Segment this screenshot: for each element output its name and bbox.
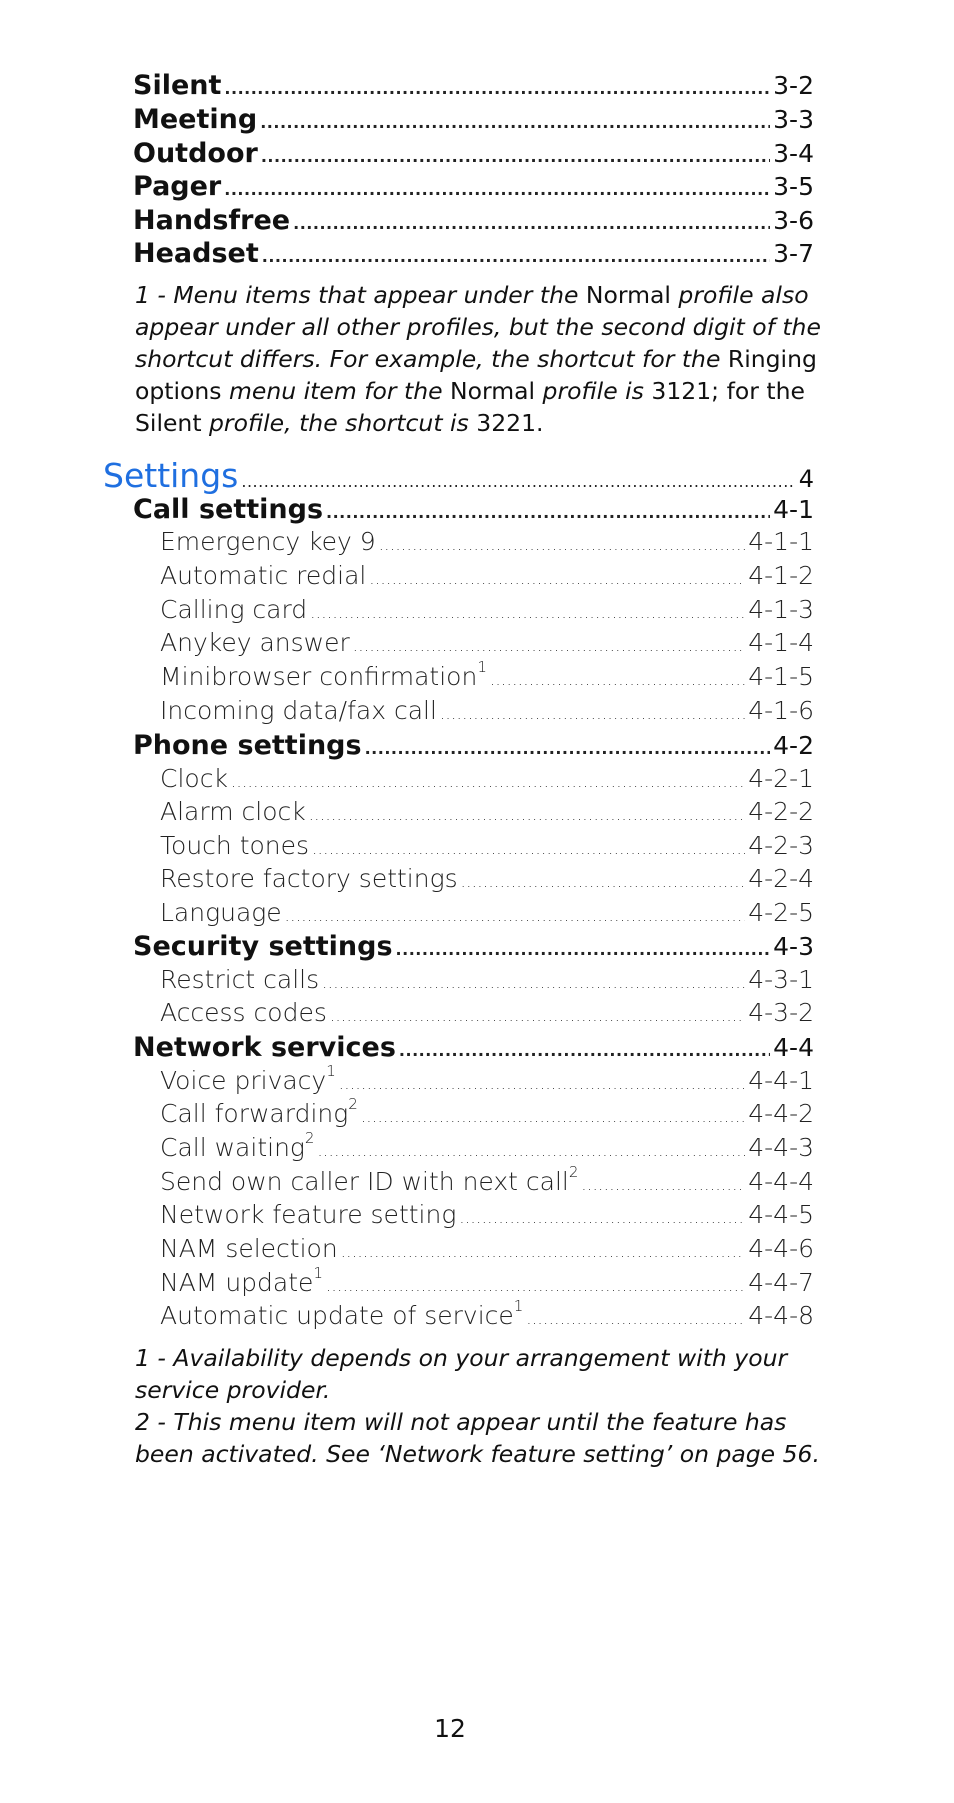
dot-leader xyxy=(396,931,771,962)
toc-label xyxy=(160,595,307,624)
toc-label: Headset xyxy=(133,238,259,269)
dot-leader xyxy=(326,1268,745,1297)
toc-page: 4-3-1 xyxy=(748,965,814,994)
dot-leader xyxy=(262,238,770,269)
toc-page: 4-2-5 xyxy=(748,898,814,927)
toc-page: 3-3 xyxy=(773,105,814,134)
dot-leader xyxy=(326,494,770,525)
toc-page: 4-4-4 xyxy=(748,1167,814,1196)
toc-page: 4-4-5 xyxy=(748,1200,814,1229)
toc-label-text: Automatic redial xyxy=(160,561,367,590)
toc-subentry[interactable] xyxy=(160,658,814,691)
dot-leader xyxy=(231,764,745,793)
footnote-term: Normal xyxy=(585,281,671,309)
toc-page: 4-2-1 xyxy=(748,764,814,793)
toc-label-text: Minibrowser confirmation xyxy=(160,662,478,691)
dot-leader xyxy=(312,831,745,860)
toc-label-text: NAM update xyxy=(160,1268,314,1297)
toc-entry-outdoor[interactable] xyxy=(133,138,814,169)
toc-page: 4-4-3 xyxy=(748,1133,814,1162)
dot-leader xyxy=(260,104,770,135)
dot-leader xyxy=(322,965,745,994)
toc-section-settings[interactable] xyxy=(103,456,814,495)
toc-subentry[interactable] xyxy=(160,998,814,1027)
profile-footnote xyxy=(135,279,835,439)
toc-page: 4-4 xyxy=(773,1033,814,1062)
toc-subentry[interactable] xyxy=(160,527,814,556)
toc-page: 4-2-3 xyxy=(748,831,814,860)
toc-page: 4-1-2 xyxy=(748,561,814,590)
toc-label: Pager xyxy=(133,171,222,202)
toc-label: Handsfree xyxy=(133,205,291,236)
toc-label: Phone settings xyxy=(133,730,362,761)
toc-label: Silent xyxy=(133,70,222,101)
toc-subentry[interactable] xyxy=(160,595,814,624)
footnote-ref: 1 xyxy=(326,1062,336,1080)
toc-label: Security settings xyxy=(133,931,393,962)
footnote-ref: 2 xyxy=(304,1129,315,1147)
dot-leader xyxy=(399,1032,770,1063)
dot-leader xyxy=(285,898,746,927)
toc-entry-security-settings[interactable] xyxy=(133,931,814,962)
toc-entry-pager[interactable] xyxy=(133,171,814,202)
toc-page: 3-7 xyxy=(773,239,814,268)
toc-label xyxy=(160,1264,323,1297)
toc-label xyxy=(160,1234,338,1263)
toc-page: 4-1-3 xyxy=(748,595,814,624)
toc-label: Restrict calls xyxy=(160,965,320,994)
toc-page: 4-1-1 xyxy=(748,527,814,556)
toc-page: 4-4-2 xyxy=(748,1099,814,1128)
toc-page: 4-4-1 xyxy=(748,1066,814,1095)
toc-label-text: Anykey answer xyxy=(160,628,350,657)
page-number: 12 xyxy=(434,1714,466,1743)
toc-page: 4-4-7 xyxy=(748,1268,814,1297)
toc-page: 4-1-6 xyxy=(748,696,814,725)
toc-label-text: Call forwarding xyxy=(160,1099,349,1128)
toc-label: Clock xyxy=(160,764,228,793)
toc-subentry[interactable] xyxy=(160,1062,814,1095)
footnote-term: Normal xyxy=(450,377,536,405)
toc-page: 4-3 xyxy=(773,932,814,961)
toc-label-text: NAM selection xyxy=(160,1234,338,1263)
toc-page: 4 xyxy=(798,465,814,493)
section-title: Settings xyxy=(103,456,239,495)
toc-label xyxy=(160,658,487,691)
dot-leader xyxy=(459,1200,745,1229)
toc-page: 3-5 xyxy=(773,172,814,201)
toc-label: Outdoor xyxy=(133,138,258,169)
dot-leader xyxy=(341,1234,746,1263)
toc-page: 4-4-8 xyxy=(748,1301,814,1330)
toc-entry-meeting[interactable] xyxy=(133,104,814,135)
footnote-marker: 1 - xyxy=(135,1344,174,1372)
toc-label xyxy=(160,527,376,556)
toc-label xyxy=(160,561,366,590)
toc-label: Touch tones xyxy=(160,831,310,860)
toc-label: Restore factory settings xyxy=(160,864,458,893)
toc-page: 4-2-4 xyxy=(748,864,814,893)
footnote-text: profile also appear under all other profiles, but the second digit of the shortcut differs. For example, the shortcut for the xyxy=(135,281,821,373)
toc-entry-network-services[interactable] xyxy=(133,1032,814,1063)
toc-label-text: Network feature setting xyxy=(160,1200,457,1229)
dot-leader xyxy=(461,864,746,893)
toc-label: Alarm clock xyxy=(160,797,306,826)
toc-subentry[interactable] xyxy=(160,1264,814,1297)
toc-page: 4-1-5 xyxy=(748,662,814,691)
toc-page: 4-3-2 xyxy=(748,998,814,1027)
toc-label-text: Incoming data/fax call xyxy=(160,696,437,725)
footnote-marker: 2 - xyxy=(135,1408,174,1436)
toc-subentry[interactable] xyxy=(160,764,814,793)
toc-label xyxy=(160,1200,456,1229)
toc-entry-phone-settings[interactable] xyxy=(133,730,814,761)
toc-label-text: Calling card xyxy=(160,595,308,624)
toc-subentry[interactable] xyxy=(160,1129,814,1162)
toc-page: 4-1 xyxy=(773,495,814,524)
toc-subentry[interactable] xyxy=(160,797,814,826)
toc-page: 4-1-4 xyxy=(748,628,814,657)
dot-leader xyxy=(353,628,745,657)
footnote-text: profile is xyxy=(535,377,652,405)
dot-leader xyxy=(261,138,770,169)
toc-entry-call-settings[interactable] xyxy=(133,494,814,525)
dot-leader xyxy=(440,696,745,725)
toc-subentry[interactable] xyxy=(160,1297,814,1330)
footnote-text: menu item for the xyxy=(221,377,451,405)
toc-label: Access codes xyxy=(160,998,327,1027)
dot-leader xyxy=(293,205,770,236)
footnote-term: 3121; for the Silent xyxy=(135,377,805,437)
dot-leader xyxy=(224,70,770,101)
toc-label-text: Call waiting xyxy=(160,1133,305,1162)
toc-label-text: Emergency key 9 xyxy=(160,527,376,556)
footnote-term: Ringing options xyxy=(135,345,817,405)
dot-leader xyxy=(310,595,745,624)
toc-entry-silent[interactable] xyxy=(133,70,814,101)
toc-entry-handsfree[interactable] xyxy=(133,205,814,236)
toc-subentry[interactable] xyxy=(160,965,814,994)
dot-leader xyxy=(490,662,745,691)
toc-label xyxy=(160,1297,524,1330)
footnote-text: Menu items that appear under the xyxy=(173,281,586,309)
footnote-ref: 2 xyxy=(348,1095,358,1113)
toc-label: Meeting xyxy=(133,104,258,135)
dot-leader xyxy=(339,1066,745,1095)
footnote-ref: 1 xyxy=(513,1297,524,1315)
toc-subentry[interactable] xyxy=(160,1200,814,1229)
footnote-term: 3221. xyxy=(476,409,544,437)
toc-subentry[interactable] xyxy=(160,1095,814,1128)
dot-leader xyxy=(365,730,771,761)
toc-subentry[interactable] xyxy=(160,898,814,927)
dot-leader xyxy=(369,561,745,590)
footnote-ref: 1 xyxy=(477,658,487,676)
dot-leader xyxy=(361,1099,745,1128)
toc-label xyxy=(160,696,437,725)
footnote-2 xyxy=(135,1406,835,1470)
dot-leader xyxy=(526,1301,745,1330)
dot-leader xyxy=(330,998,745,1027)
toc-label xyxy=(160,1095,358,1128)
toc-subentry[interactable] xyxy=(160,696,814,725)
toc-subentry[interactable] xyxy=(160,864,814,893)
toc-entry-headset[interactable] xyxy=(133,238,814,269)
dot-leader xyxy=(224,171,770,202)
dot-leader xyxy=(241,456,795,495)
toc-label-text: Automatic update of service xyxy=(160,1301,514,1330)
toc-label: Network services xyxy=(133,1032,396,1063)
footnote-text: Availability depends on your arrangement with your service provider. xyxy=(135,1344,788,1404)
toc-label xyxy=(160,1129,315,1162)
toc-page: 3-4 xyxy=(773,139,814,168)
toc-label xyxy=(160,1163,579,1196)
toc-label xyxy=(160,628,350,657)
footnote-ref: 2 xyxy=(568,1163,579,1181)
toc-page: 3-6 xyxy=(773,206,814,235)
toc-page: 4-4-6 xyxy=(748,1234,814,1263)
toc-label: Language xyxy=(160,898,282,927)
toc-subentry[interactable] xyxy=(160,1234,814,1263)
toc-label: Call settings xyxy=(133,494,324,525)
footnote-ref: 1 xyxy=(313,1264,323,1282)
toc-subentry[interactable] xyxy=(160,628,814,657)
dot-leader xyxy=(309,797,746,826)
dot-leader xyxy=(317,1133,745,1162)
footnote-1 xyxy=(135,1342,835,1406)
toc-label-text: Voice privacy xyxy=(160,1066,327,1095)
dot-leader xyxy=(581,1167,745,1196)
toc-subentry[interactable] xyxy=(160,831,814,860)
toc-subentry[interactable] xyxy=(160,561,814,590)
footnote-text: This menu item will not appear until the feature has been activated. See ‘Network feature setting’ on page 56. xyxy=(135,1408,820,1468)
toc-label-text: Send own caller ID with next call xyxy=(160,1167,569,1196)
footnote-marker: 1 - xyxy=(135,281,174,309)
toc-page: 4-2 xyxy=(773,731,814,760)
toc-label xyxy=(160,1062,336,1095)
toc-page: 3-2 xyxy=(773,71,814,100)
dot-leader xyxy=(379,527,746,556)
toc-subentry[interactable] xyxy=(160,1163,814,1196)
toc-page: 4-2-2 xyxy=(748,797,814,826)
footnote-text: profile, the shortcut is xyxy=(201,409,477,437)
